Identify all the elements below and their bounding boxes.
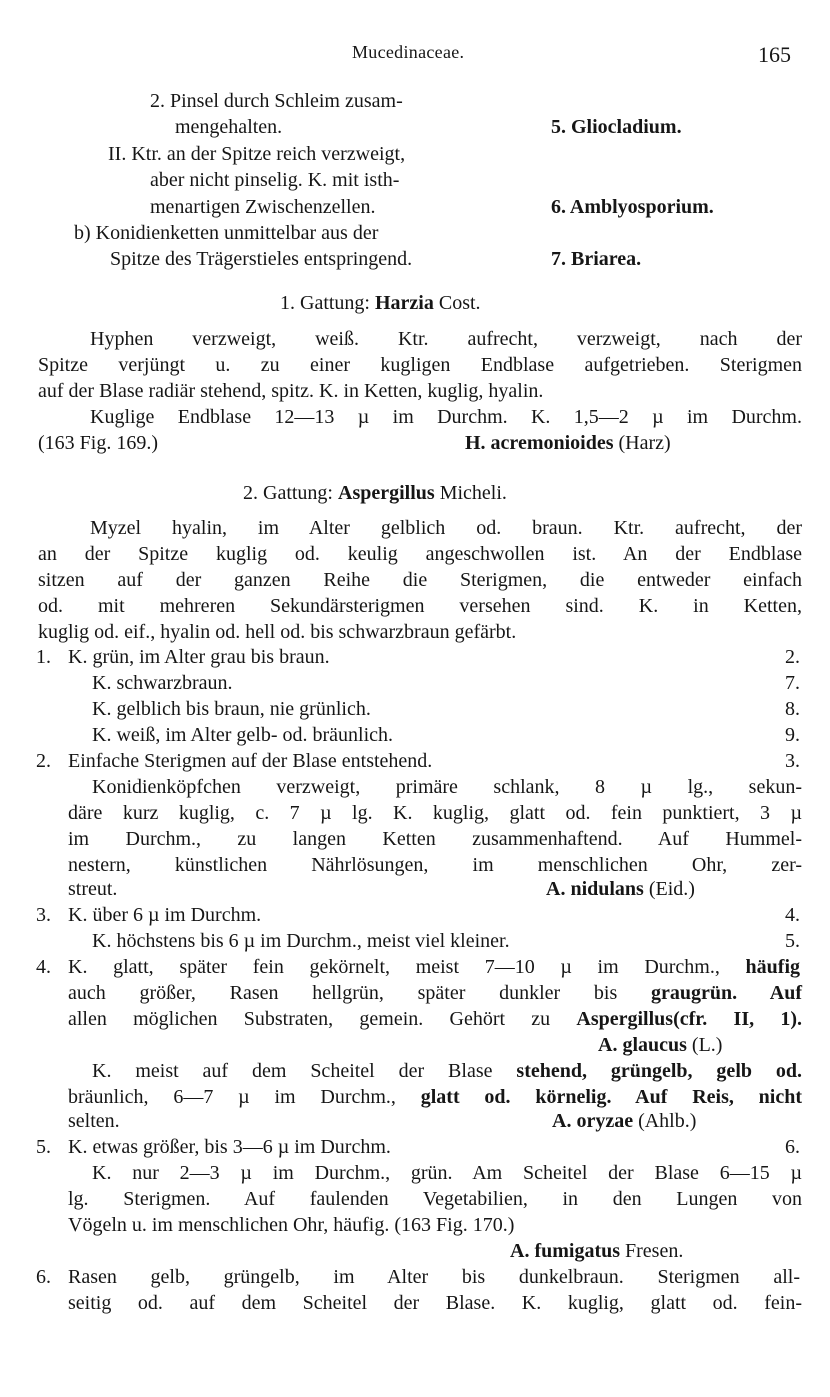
key-ref: 8. (785, 698, 800, 720)
key-text: K. über 6 µ im Durchm. (68, 904, 262, 926)
description-line: lg. Sterigmen. Auf faulenden Vegetabilien, in den Lungen von (68, 1188, 802, 1210)
description-line: kuglig od. eif., hyalin od. hell od. bis schwarzbraun gefärbt. (38, 621, 517, 643)
key-text: 2. Pinsel durch Schleim zusam- (150, 90, 403, 112)
key-line (110, 246, 710, 272)
description-line: sitzen auf der ganzen Reihe die Sterigmen, die entweder einfach (38, 569, 802, 591)
genus-name: 5. Gliocladium. (551, 116, 682, 138)
key-ref: 7. (785, 672, 800, 694)
species-name: A. nidulans (546, 878, 644, 900)
key-ref: 9. (785, 724, 800, 746)
key-text: Rasen gelb, grüngelb, im Alter bis dunkelbraun. Sterigmen all- (68, 1266, 800, 1288)
key-line (150, 194, 770, 220)
key-text: mengehalten. (175, 116, 283, 138)
key-entry (36, 644, 800, 670)
key-ref: 2. (785, 646, 800, 668)
key-text: b) Konidienketten unmittelbar aus der (74, 222, 379, 244)
key-entry (36, 696, 800, 722)
key-number: 2. (36, 750, 51, 772)
description-line: streut. A. nidulans (Eid.) (68, 878, 695, 900)
description-line: däre kurz kuglig, c. 7 µ lg. K. kuglig, glatt od. fein punktiert, 3 µ (68, 802, 802, 824)
key-entry (36, 902, 800, 928)
key-line (74, 220, 534, 246)
description-line: auf der Blase radiär stehend, spitz. K. in Ketten, kuglig, hyalin. (38, 380, 544, 402)
description-line: Myzel hyalin, im Alter gelblich od. braun. Ktr. aufrecht, der (90, 517, 802, 539)
key-entry (36, 1264, 800, 1290)
species-author: (Eid.) (648, 878, 695, 900)
description-line: allen möglichen Substraten, gemein. Gehört zu Aspergillus(cfr. II, 1). (68, 1008, 802, 1030)
key-entry: 4. K. glatt, später fein gekörnelt, meist 7—10 µ im Durchm., häufig (36, 956, 801, 978)
description-line: K. nur 2—3 µ im Durchm., grün. Am Scheitel der Blase 6—15 µ (92, 1162, 802, 1184)
species-author: (Ahlb.) (638, 1110, 697, 1132)
description-line: selten. A. oryzae (Ahlb.) (68, 1110, 697, 1132)
key-text: K. weiß, im Alter gelb- od. bräunlich. (92, 724, 394, 746)
key-ref: 3. (785, 750, 800, 772)
description-line: im Durchm., zu langen Ketten zusammenhaftend. Auf Hummel- (68, 828, 802, 850)
description-line: Vögeln u. im menschlichen Ohr, häufig. (163 Fig. 170.) (68, 1214, 515, 1236)
description-line: (163 Fig. 169.) H. acremonioides (Harz) (38, 432, 671, 454)
key-text: Spitze des Trägerstieles entspringend. (110, 248, 413, 270)
key-line (108, 141, 528, 167)
key-text: Einfache Sterigmen auf der Blase entstehend. (68, 750, 433, 772)
description-line: Konidienköpfchen verzweigt, primäre schlank, 8 µ lg., sekun- (92, 776, 802, 798)
genus-heading: 1. Gattung: Harzia Cost. (280, 292, 481, 314)
description-line: Spitze verjüngt u. zu einer kugligen Endblase aufgetrieben. Sterigmen (38, 354, 802, 376)
key-ref: 5. (785, 930, 800, 952)
description-line: Kuglige Endblase 12—13 µ im Durchm. K. 1,5—2 µ im Durchm. (90, 406, 802, 428)
species-line (510, 1238, 790, 1264)
key-ref: 4. (785, 904, 800, 926)
genus-heading: 2. Gattung: Aspergillus Micheli. (243, 482, 507, 504)
species-name: A. oryzae (552, 1110, 634, 1132)
key-number: 5. (36, 1136, 51, 1158)
key-entry (36, 928, 800, 954)
description-line: an der Spitze kuglig od. keulig angeschwollen ist. An der Endblase (38, 543, 802, 565)
key-number: 3. (36, 904, 51, 926)
description-line: Hyphen verzweigt, weiß. Ktr. aufrecht, verzweigt, nach der (90, 328, 802, 350)
species-name: H. acremonioides (465, 432, 614, 454)
key-text: aber nicht pinselig. K. mit isth- (150, 169, 400, 191)
description-line: auch größer, Rasen hellgrün, später dunkler bis graugrün. Auf (68, 982, 802, 1004)
species-name: A. glaucus (598, 1034, 687, 1056)
genus-name: 7. Briarea. (551, 248, 642, 270)
key-text: K. grün, im Alter grau bis braun. (68, 646, 330, 668)
species-author: Fresen. (625, 1240, 684, 1262)
key-entry (36, 1134, 800, 1160)
key-entry (36, 748, 800, 774)
key-line (150, 88, 530, 114)
species-line (598, 1032, 798, 1058)
key-entry (36, 722, 800, 748)
key-text: K. etwas größer, bis 3—6 µ im Durchm. (68, 1136, 391, 1158)
description-line: K. meist auf dem Scheitel der Blase stehend, grüngelb, gelb od. (92, 1060, 803, 1082)
description-line: seitig od. auf dem Scheitel der Blase. K. kuglig, glatt od. fein- (68, 1292, 802, 1314)
key-line (175, 114, 775, 140)
genus-name: 6. Amblyosporium. (551, 196, 714, 218)
page-number: 165 (758, 42, 791, 67)
key-entry (36, 670, 800, 696)
key-text: II. Ktr. an der Spitze reich verzweigt, (108, 143, 406, 165)
description-line: bräunlich, 6—7 µ im Durchm., glatt od. körnelig. Auf Reis, nicht (68, 1086, 802, 1108)
description-line: nestern, künstlichen Nährlösungen, im menschlichen Ohr, zer- (68, 854, 802, 876)
key-text: K. schwarzbraun. (92, 672, 233, 694)
key-number: 6. (36, 1266, 51, 1288)
species-author: (Harz) (618, 432, 671, 454)
key-number: 1. (36, 646, 51, 668)
genus-heading-name: Harzia (375, 292, 434, 314)
key-line (150, 167, 530, 193)
species-author: (L.) (691, 1034, 723, 1056)
key-text: K. gelblich bis braun, nie grünlich. (92, 698, 371, 720)
genus-heading-name: Aspergillus (338, 482, 435, 504)
description-line: od. mit mehreren Sekundärsterigmen versehen sind. K. in Ketten, (38, 595, 802, 617)
key-text: K. höchstens bis 6 µ im Durchm., meist viel kleiner. (92, 930, 510, 952)
key-ref: 6. (785, 1136, 800, 1158)
key-text: menartigen Zwischenzellen. (150, 196, 376, 218)
species-name: A. fumigatus (510, 1240, 621, 1262)
key-number: 4. (36, 956, 51, 978)
running-header-title: Mucedinaceae. (352, 42, 465, 62)
